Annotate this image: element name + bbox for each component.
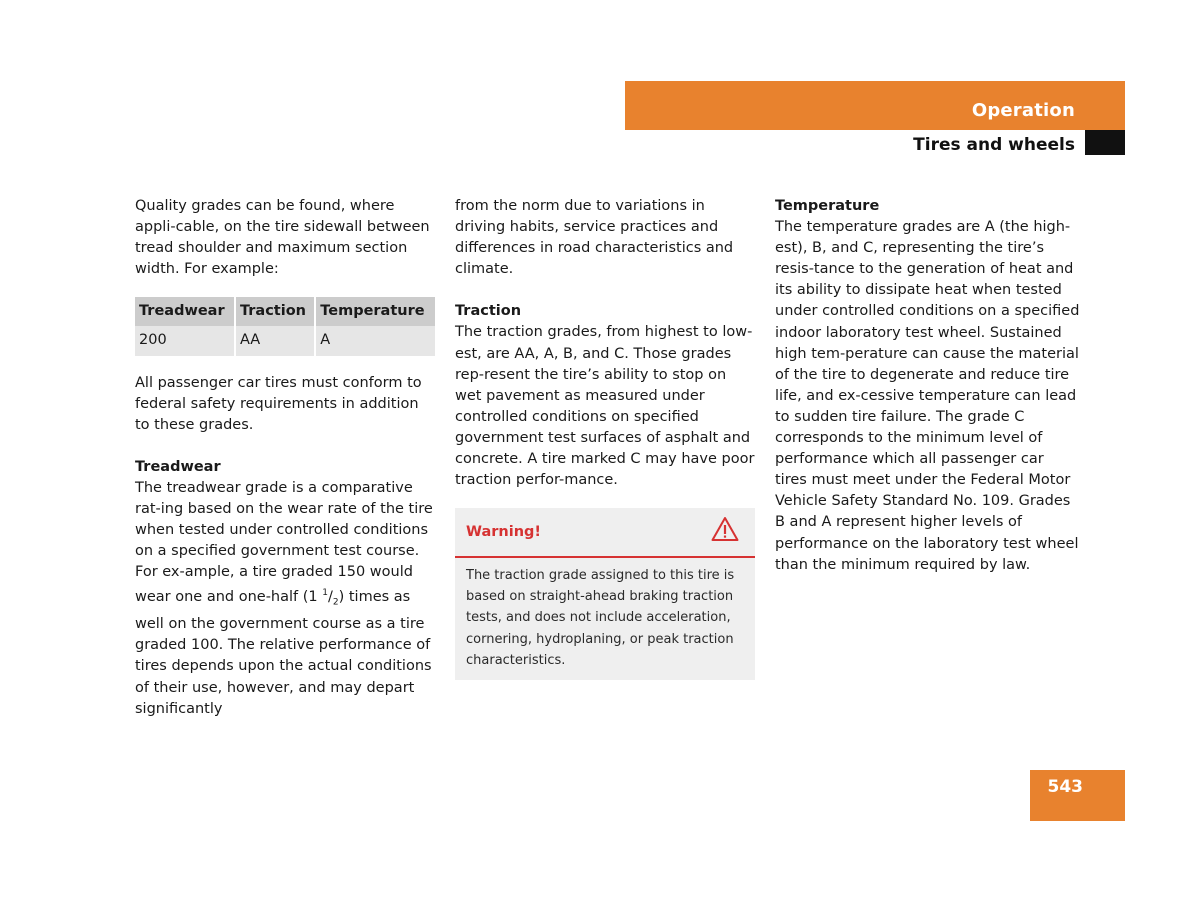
- treadwear-text-a: The treadwear grade is a comparative rat-ing based on the wear rate of the tire when tested under controlled conditions on a specified government test course. For ex-ample, a tire graded 150 would wear one and one-half (1: [135, 479, 433, 606]
- warning-header: [455, 508, 755, 558]
- column-2: [455, 196, 755, 680]
- conform-paragraph: All passenger car tires must conform to federal safety requirements in addition to these grades.: [135, 374, 422, 433]
- treadwear-paragraph: The treadwear grade is a comparative rat-ing based on the wear rate of the tire when tested under controlled conditions on a specified government test course. For ex-ample, a tire graded 150 would wear one and one-half (1 $^1/_2$) times as well on the government course as a tire graded 100. The relative performance of tires depends upon the actual conditions of their use, however, and may depart significantly: [135, 479, 433, 717]
- table-cell: 200: [135, 326, 235, 355]
- subsection-title: Tires and wheels: [913, 135, 1075, 155]
- table-cell: A: [315, 326, 435, 355]
- table-cell: AA: [235, 326, 315, 355]
- treadwear-heading: Treadwear: [135, 458, 221, 475]
- warning-triangle-icon: [711, 516, 739, 549]
- table-header-temperature: Temperature: [315, 297, 435, 326]
- warning-text: The traction grade assigned to this tire is based on straight-ahead braking traction tests, and does not include acceleration, cornering, hydroplaning, or peak traction characteristics.: [466, 568, 735, 668]
- treadwear-text-b: ) times as well on the government course as a tire graded 100. The relative performance of tires depends upon the actual conditions of their use, however, and may depart significantly: [135, 589, 432, 717]
- section-title: Operation: [971, 100, 1075, 121]
- traction-heading: Traction: [455, 303, 522, 320]
- warning-box: [455, 508, 755, 679]
- page-number: 543: [1047, 777, 1083, 797]
- fraction-denominator: 2: [332, 598, 339, 609]
- table-header-traction: Traction: [235, 297, 315, 326]
- temperature-heading: Temperature: [775, 198, 880, 214]
- table-header-row: [135, 297, 435, 326]
- intro-paragraph: Quality grades can be found, where appli-cable, on the tire sidewall between tread shoulder and maximum section width. For example:: [135, 198, 430, 278]
- warning-title: Warning!: [466, 523, 542, 540]
- fraction-numerator: 1: [322, 588, 328, 599]
- continuation-paragraph: from the norm due to variations in driving habits, service practices and differences in road characteristics and climate.: [455, 198, 734, 278]
- column-1: [135, 196, 435, 720]
- grades-table: [135, 297, 435, 355]
- temperature-paragraph: The temperature grades are A (the high-est), B, and C, representing the tire’s resis-tance to the generation of heat and its ability to dissipate heat when tested under controlled conditions on a specified indoor laboratory test wheel. Sustained high tem-perature can cause the material of the tire to degenerate and reduce tire life, and ex-cessive temperature can lead to sudden tire failure. The grade C corresponds to the minimum level of performance which all passenger car tires must meet under the Federal Motor Vehicle Safety Standard No. 109. Grades B and A represent higher levels of performance on the laboratory test wheel than the minimum required by law.: [775, 219, 1080, 573]
- table-row: [135, 326, 435, 355]
- table-header-treadwear: Treadwear: [135, 297, 235, 326]
- header-marker: [1085, 130, 1125, 155]
- column-3: [775, 196, 1080, 576]
- traction-paragraph: The traction grades, from highest to low-est, are AA, A, B, and C. Those grades rep-resent the tire’s ability to stop on wet pavement as measured under controlled conditions on specified government test surfaces of asphalt and concrete. A tire marked C may have poor traction perfor-mance.: [455, 324, 755, 489]
